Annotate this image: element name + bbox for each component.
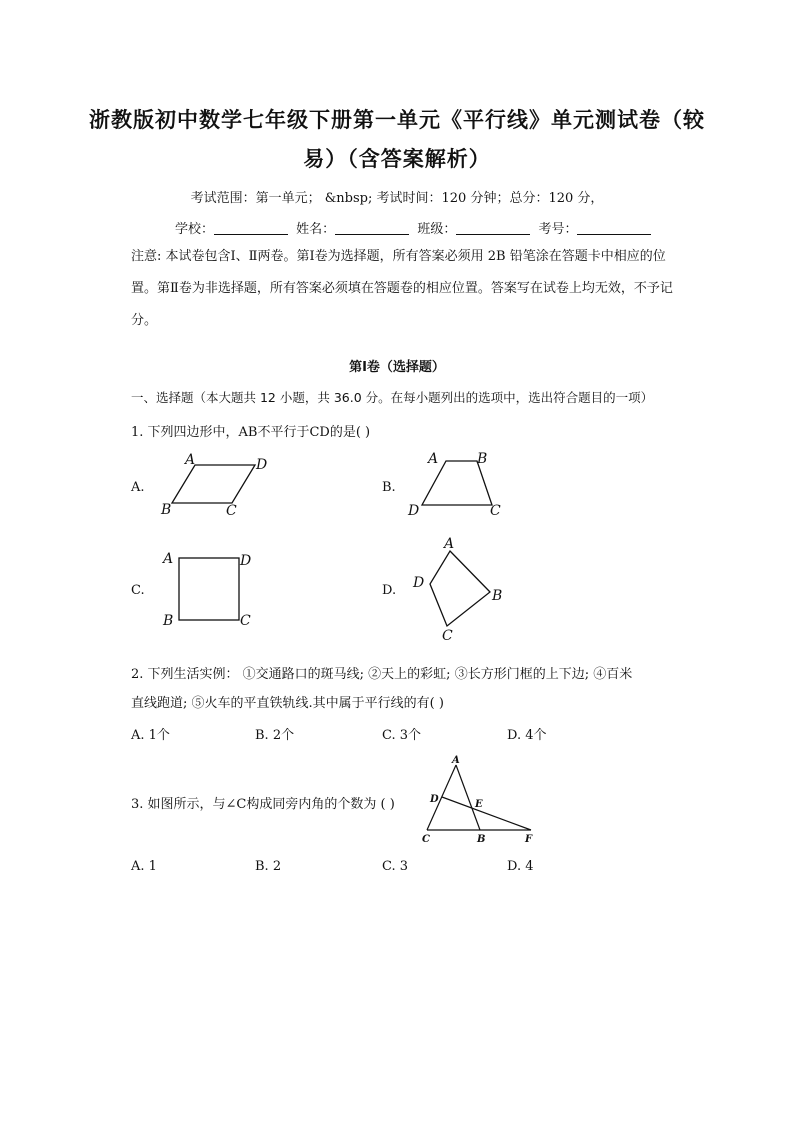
document-title-line1: 浙教版初中数学七年级下册第一单元《平行线》单元测试卷（较: [89, 108, 705, 132]
name-label: 姓名：: [296, 222, 336, 237]
q3-option-c: C. 3: [382, 859, 409, 874]
q1b-label-2: B: [477, 451, 488, 467]
q1d-shape: [430, 551, 490, 626]
exam-no-blank: [577, 222, 651, 235]
q3-label-5: B: [477, 834, 486, 845]
q1b-label-4: C: [490, 503, 501, 519]
q1b-label-3: D: [408, 503, 420, 519]
q3-label-4: C: [422, 834, 430, 845]
q1b-label-1: A: [428, 451, 439, 467]
question-2-stem-line1: 2. 下列生活实例： ①交通路口的斑马线; ②天上的彩虹; ③长方形门框的上下边; ④百米: [131, 667, 633, 682]
q1a-shape: [172, 465, 255, 503]
school-label: 学校：: [175, 222, 215, 237]
q1c-shape: [179, 558, 239, 620]
question-2-stem-line2: 直线跑道; ⑤火车的平直铁轨线.其中属于平行线的有( ): [131, 696, 444, 711]
q2-option-c: C. 3个: [382, 728, 422, 743]
class-label: 班级：: [417, 222, 457, 237]
q3-side-ab: [456, 765, 480, 830]
q1a-label-1: A: [185, 452, 196, 468]
q1d-label-2: D: [413, 575, 425, 591]
q3-option-a: A. 1: [131, 859, 157, 874]
school-blank: [214, 222, 288, 235]
section-title: 第Ⅰ卷（选择题）: [349, 360, 445, 375]
q2-option-a: A. 1个: [131, 728, 170, 743]
q1c-label-4: C: [240, 613, 251, 629]
q1a-label-3: B: [161, 502, 172, 518]
document-title-line2: 易）（含答案解析）: [303, 147, 491, 171]
exam-note: 注意: 本试卷包含Ⅰ、Ⅱ两卷。第Ⅰ卷为选择题，所有答案必须用 2B 铅笔涂在答题卡中相应的位置。第Ⅱ卷为非选择题，所有答案必须填在答题卷的相应位置。答案写在试卷上均无效，不予记分。: [131, 249, 673, 328]
q3-label-6: F: [525, 834, 533, 845]
q1-parallelogram-figure: [155, 448, 280, 520]
q1c-label-3: B: [163, 613, 174, 629]
q3-label-2: D: [430, 794, 439, 805]
q3-option-d: D. 4: [507, 859, 534, 874]
exam-info: 考试范围：第一单元； &nbsp; 考试时间：120 分钟；总分：120 分，: [190, 191, 604, 206]
q2-option-b: B. 2个: [255, 728, 295, 743]
q1c-label-1: A: [163, 551, 174, 567]
class-blank: [456, 222, 530, 235]
exam-no-label: 考号：: [538, 222, 578, 237]
student-info-fields: [175, 218, 655, 237]
q1-option-c-label: C.: [131, 583, 145, 598]
q1a-label-4: C: [226, 503, 237, 519]
q3-line-df: [442, 797, 531, 830]
q1-option-d-label: D.: [382, 583, 397, 598]
q1c-label-2: D: [240, 553, 252, 569]
name-blank: [335, 222, 409, 235]
q1b-shape: [422, 461, 492, 505]
q1-quadrilateral-figure: [405, 532, 515, 644]
section-description: 一、选择题（本大题共 12 小题，共 36.0 分。在每小题列出的选项中，选出符合题目的一项）: [131, 390, 654, 405]
question-3-stem: 3. 如图所示，与∠C构成同旁内角的个数为 ( ): [131, 797, 395, 812]
q1-trapezoid-figure: [402, 445, 512, 523]
q1-square-figure: [158, 545, 258, 635]
q3-label-3: E: [475, 799, 483, 810]
q3-triangle-figure: [418, 752, 543, 847]
q3-label-1: A: [452, 755, 460, 766]
question-1-stem: 1. 下列四边形中，AB不平行于CD的是( ): [131, 425, 371, 440]
q1d-label-1: A: [444, 536, 455, 552]
q3-option-b: B. 2: [255, 859, 282, 874]
q1d-label-3: B: [492, 588, 503, 604]
q1-option-b-label: B.: [382, 480, 396, 495]
q1a-label-2: D: [256, 457, 268, 473]
q1d-label-4: C: [442, 628, 453, 644]
q2-option-d: D. 4个: [507, 728, 547, 743]
q1-option-a-label: A.: [131, 480, 145, 495]
